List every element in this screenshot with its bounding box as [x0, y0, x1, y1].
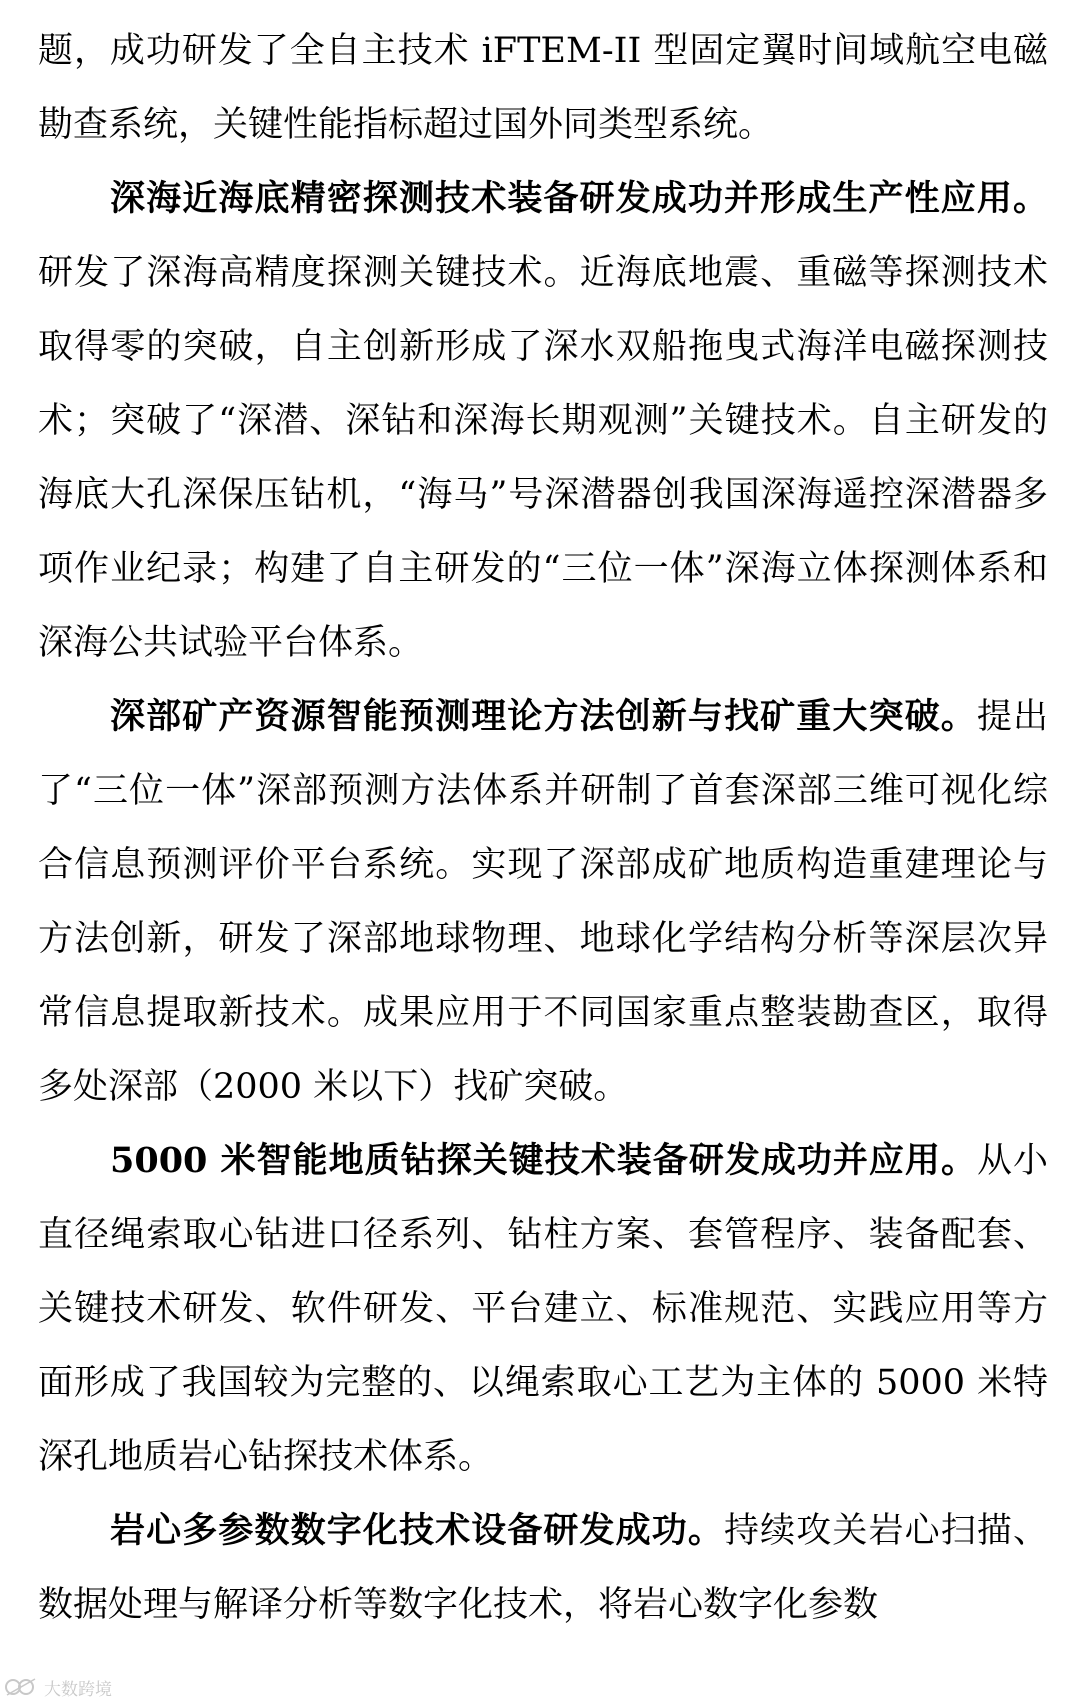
paragraph-core-digitization [38, 1494, 1048, 1642]
paragraph-body: 题，成功研发了全自主技术 iFTEM-II 型固定翼时间域航空电磁勘查系统，关键性能指标超过国外同类型系统。 [38, 31, 1048, 145]
paragraph-deep-sea [38, 162, 1048, 680]
paragraph-body: 持续攻关岩心扫描、数据处理与解译分析等数字化技术，将岩心数字化参数 [38, 1511, 1048, 1625]
paragraph-deep-mineral [38, 680, 1048, 1124]
paragraph-lead-heading: 岩心多参数数字化技术设备研发成功。 [110, 1510, 725, 1551]
paragraph-continuation [38, 14, 1048, 162]
paragraph-body: 研发了深海高精度探测关键技术。近海底地震、重磁等探测技术取得零的突破，自主创新形成了深水双船拖曳式海洋电磁探测技术；突破了“深潜、深钻和深海长期观测”关键技术。自主研发的海底大孔深保压钻机，“海马”号深潜器创我国深海遥控深潜器多项作业纪录；构建了自主研发的“三位一体”深海立体探测体系和深海公共试验平台体系。 [38, 253, 1048, 663]
watermark-text: 大数跨境 [44, 1679, 112, 1700]
paragraph-drilling [38, 1124, 1048, 1494]
paragraph-lead-heading: 深海近海底精密探测技术装备研发成功并形成生产性应用。 [110, 178, 1048, 219]
paragraph-body: 从小直径绳索取心钻进口径系列、钻柱方案、套管程序、装备配套、关键技术研发、软件研发、平台建立、标准规范、实践应用等方面形成了我国较为完整的、以绳索取心工艺为主体的 5000 米特深孔地质岩心钻探技术体系。 [38, 1141, 1048, 1477]
paragraph-body: 提出了“三位一体”深部预测方法体系并研制了首套深部三维可视化综合信息预测评价平台系统。实现了深部成矿地质构造重建理论与方法创新，研发了深部地球物理、地球化学结构分析等深层次异常信息提取新技术。成果应用于不同国家重点整装勘查区，取得多处深部（2000 米以下）找矿突破。 [38, 697, 1048, 1107]
document-page [38, 14, 1048, 1642]
paragraph-lead-heading: 5000 米智能地质钻探关键技术装备研发成功并应用。 [110, 1140, 977, 1181]
brand-logo-icon [4, 1675, 38, 1699]
paragraph-lead-heading: 深部矿产资源智能预测理论方法创新与找矿重大突破。 [110, 696, 977, 737]
watermark [4, 1672, 164, 1702]
